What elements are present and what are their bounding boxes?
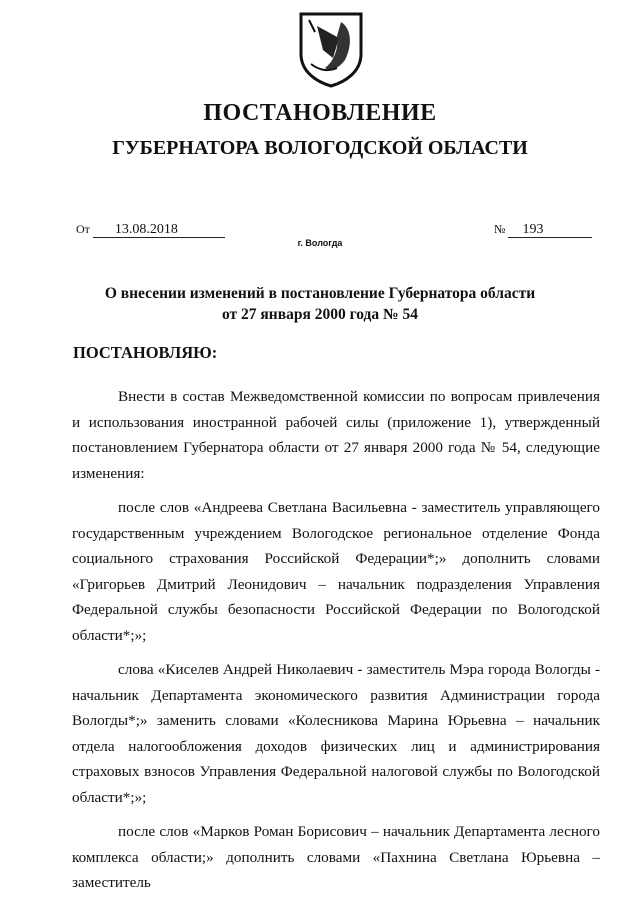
number-value: 193	[508, 223, 592, 238]
coat-of-arms-icon	[297, 10, 365, 88]
subject-line-1: О внесении изменений в постановление Губернатора области	[104, 285, 536, 302]
paragraph: после слов «Марков Роман Борисович – начальник Департамента лесного комплекса области;» дополнить словами «Пахнина Светлана Юрьевна – заместитель	[72, 823, 600, 891]
number-prefix: №	[494, 222, 506, 236]
document-number	[494, 222, 592, 238]
subject-line-2: от 27 января 2000 года № 54	[222, 306, 418, 323]
document-title: ПОСТАНОВЛЕНИЕ	[203, 100, 437, 126]
date-value: 13.08.2018	[93, 223, 225, 238]
decree-word: ПОСТАНОВЛЯЮ:	[73, 343, 218, 362]
date-prefix: От	[76, 222, 90, 236]
paragraph: Внести в состав Межведомственной комиссии по вопросам привлечения и использования иностранной рабочей силы (приложение 1), утвержденный постановлением Губернатора области от 27 января 2000 года № 54, следующие изменения:	[72, 388, 600, 482]
document-subtitle: ГУБЕРНАТОРА ВОЛОГОДСКОЙ ОБЛАСТИ	[112, 137, 528, 159]
document-date	[76, 222, 225, 238]
document-subject	[0, 283, 640, 325]
paragraph: слова «Киселев Андрей Николаевич - заместитель Мэра города Вологды - начальник Департамента экономического развития Администрации города Вологды*;» заменить словами «Колесникова Марина Юрьевна – начальник отдела налогообложения доходов физических лиц и администрирования страховых взносов Управления Федеральной налоговой службы по Вологодской области*;»;	[72, 661, 600, 806]
paragraph: после слов «Андреева Светлана Васильевна - заместитель управляющего государственным учреждением Вологодское региональное отделение Фонда социального страхования Российской Федерации*;» дополнить словами «Григорьев Дмитрий Леонидович – начальник подразделения Управления Федеральной службы безопасности Российской Федерации по Вологодской области*;»;	[72, 499, 600, 644]
document-body	[72, 384, 600, 905]
city-label: г. Вологда	[297, 238, 343, 248]
